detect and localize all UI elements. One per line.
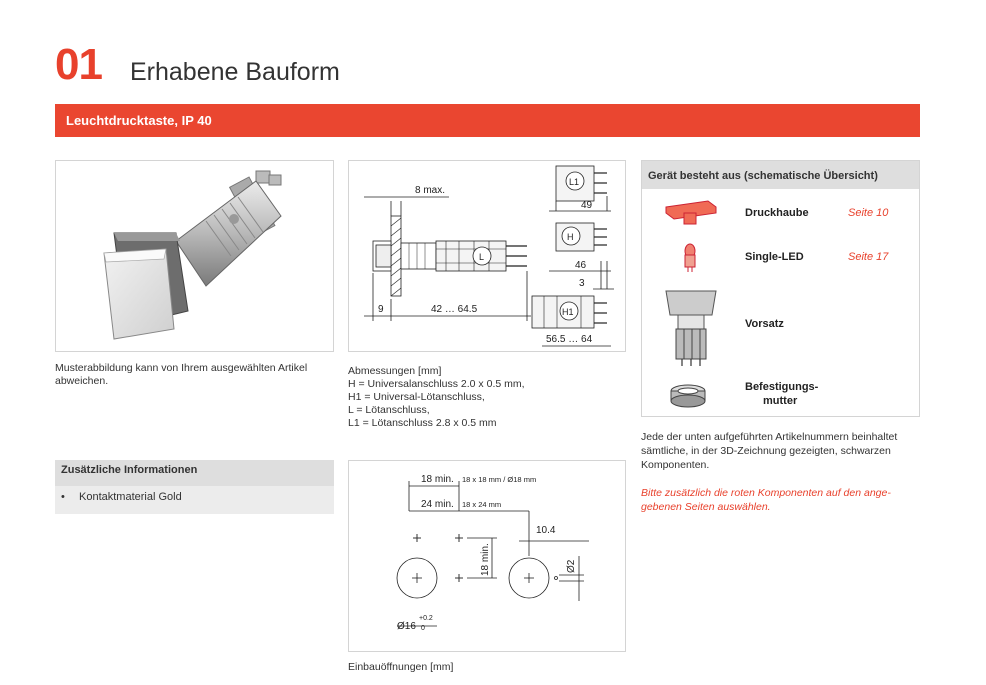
dimension-caption <box>348 365 628 430</box>
actuator-icon <box>662 287 720 367</box>
led-icon <box>682 243 698 273</box>
caption-line: H = Universalanschluss 2.0 x 0.5 mm, <box>348 378 525 390</box>
mount-label-24min: 24 min. <box>421 499 454 510</box>
mount-label-d2: Ø2 <box>566 559 577 573</box>
part-name-led: Single-LED <box>745 251 804 263</box>
section-title: Leuchtdrucktaste, IP 40 <box>66 113 212 128</box>
photo-caption: Musterabbildung kann von Ihrem ausgewählten Artikel abweichen. <box>55 362 308 387</box>
caption-line: H1 = Universal-Lötanschluss, <box>348 391 485 403</box>
section-bar <box>55 104 920 137</box>
info-header <box>55 460 334 486</box>
components-note: Jede der unten aufgeführten Artikelnummern beinhaltet sämtliche, in der 3D-Zeichnung gezeigten, schwarzen Komponenten. <box>641 431 898 471</box>
mounting-drawing <box>348 460 626 652</box>
product-photo <box>55 160 334 352</box>
caption-line: Abmessungen [mm] <box>348 365 442 377</box>
pushbutton-illustration <box>56 161 333 351</box>
dim-label-h-length: 46 <box>575 260 587 271</box>
bullet: • <box>61 491 65 503</box>
parts-header <box>642 161 919 189</box>
dim-label-h-gap: 3 <box>579 278 585 289</box>
cap-icon <box>664 199 719 227</box>
part-name-nut <box>745 380 818 408</box>
tag-l: L <box>479 252 485 262</box>
info-list <box>55 486 334 514</box>
part-name-line: mutter <box>763 395 798 407</box>
part-name-cap: Druckhaube <box>745 207 809 219</box>
part-name-actuator: Vorsatz <box>745 318 784 330</box>
list-item: Kontaktmaterial Gold <box>79 491 182 503</box>
caption-line: L1 = Lötanschluss 2.8 x 0.5 mm <box>348 417 497 429</box>
mount-label-10-4: 10.4 <box>536 525 556 536</box>
part-page-led: Seite 17 <box>848 251 889 263</box>
part-page-cap: Seite 10 <box>848 207 889 219</box>
mount-label-tol-up: +0.2 <box>419 615 433 622</box>
dim-label-range: 42 … 64.5 <box>431 304 478 315</box>
mount-label-18min: 18 min. <box>421 474 454 485</box>
tag-h: H <box>567 232 574 242</box>
mount-label-tol-down: 0 <box>421 625 425 632</box>
nut-icon <box>668 383 708 409</box>
dim-label-h1-range: 56.5 … 64 <box>546 334 593 345</box>
dimension-drawing <box>348 160 626 352</box>
parts-overview <box>641 160 920 417</box>
dim-label-l1-length: 49 <box>581 200 593 211</box>
caption-line: L = Lötanschluss, <box>348 404 430 416</box>
dim-label-max: 8 max. <box>415 185 446 196</box>
red-components-note: Bitte zusätzlich die roten Komponenten auf den ange-gebenen Seiten auswählen. <box>641 487 891 513</box>
mount-label-vertical-18min: 18 min. <box>480 543 491 576</box>
info-title: Zusätzliche Informationen <box>61 464 198 476</box>
dim-label-front: 9 <box>378 304 384 315</box>
part-name-line: Befestigungs- <box>745 381 819 393</box>
parts-title: Gerät besteht aus (schematische Übersicht) <box>648 170 878 182</box>
mounting-caption: Einbauöffnungen [mm] <box>348 661 454 673</box>
chapter-number: 01 <box>55 40 102 89</box>
mount-label-size18: 18 x 18 mm / Ø18 mm <box>462 475 537 484</box>
page-title: Erhabene Bauform <box>130 58 340 86</box>
mount-label-size24: 18 x 24 mm <box>462 500 502 509</box>
mount-label-d16: Ø16 <box>397 621 416 632</box>
tag-l1: L1 <box>569 177 580 187</box>
tag-h1: H1 <box>562 307 574 317</box>
